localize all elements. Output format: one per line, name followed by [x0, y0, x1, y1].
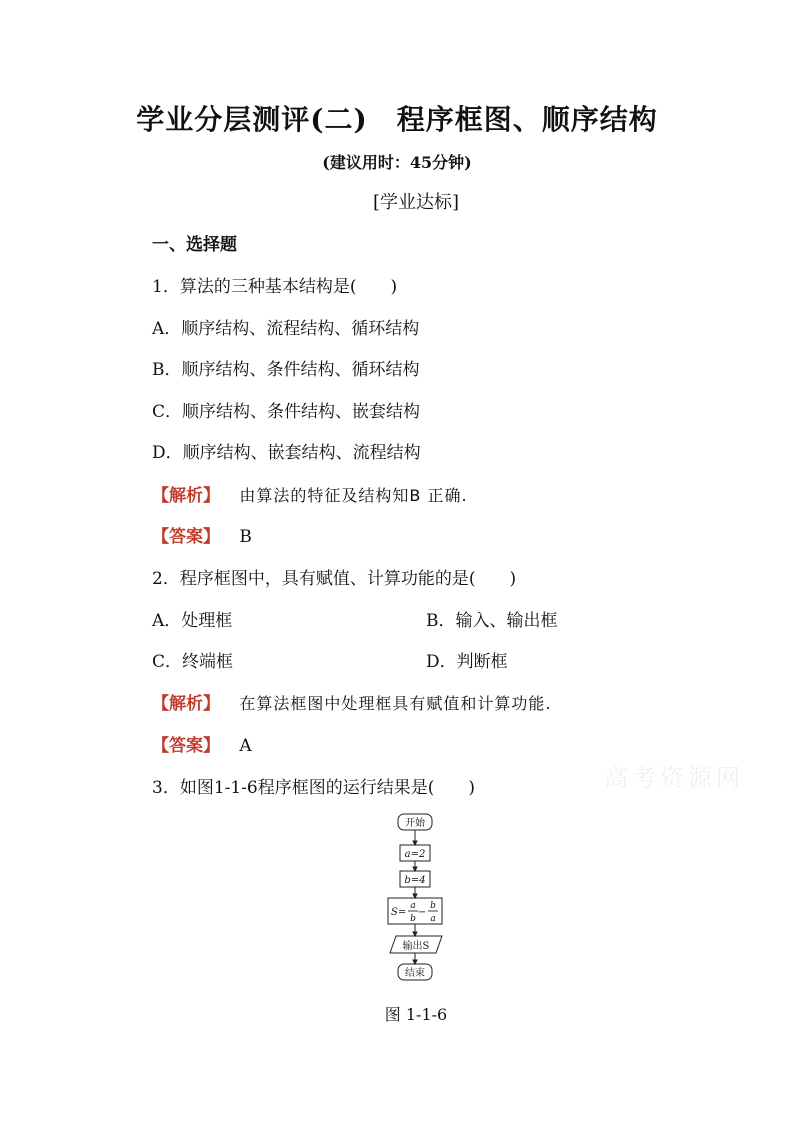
- page-title: 学业分层测评(二) 程序框图、顺序结构: [136, 103, 658, 136]
- suggested-time: (建议用时：45分钟): [322, 153, 472, 172]
- q3-stem: 3．如图1-1-6程序框图的运行结果是( ): [152, 778, 476, 798]
- flowchart-step1-label: a=2: [404, 849, 426, 860]
- analysis-text: 由算法的特征及结构知B 正确.: [239, 486, 468, 505]
- analysis-label: 【解析】: [152, 486, 220, 506]
- q2-option-b: B．输入、输出框: [426, 611, 558, 631]
- q1-analysis: [152, 481, 468, 506]
- answer-text: A: [239, 736, 252, 756]
- frac1-numerator: a: [410, 901, 416, 911]
- section-heading: 一、选择题: [152, 235, 237, 255]
- q1-option-a: A．顺序结构、流程结构、循环结构: [152, 319, 420, 339]
- q2-analysis: [152, 689, 552, 714]
- analysis-label: 【解析】: [152, 694, 220, 714]
- answer-label: 【答案】: [152, 527, 220, 547]
- q2-answer: [152, 731, 252, 756]
- figure-caption: 图 1-1-6: [384, 1005, 448, 1024]
- q2-option-a: A．处理框: [152, 611, 233, 631]
- analysis-text: 在算法框图中处理框具有赋值和计算功能.: [239, 694, 552, 713]
- flowchart-start-label: 开始: [405, 818, 425, 829]
- q1-option-b: B．顺序结构、条件结构、循环结构: [152, 360, 420, 380]
- flowchart-step2-label: b=4: [404, 875, 426, 886]
- section-tag: [学业达标]: [372, 192, 460, 213]
- q1-option-d: D．顺序结构、嵌套结构、流程结构: [152, 443, 421, 463]
- q2-option-c: C．终端框: [152, 652, 234, 672]
- flowchart-end-label: 结束: [405, 968, 425, 979]
- flowchart-step3-prefix: S=: [391, 907, 407, 918]
- q1-stem: 1．算法的三种基本结构是( ): [152, 277, 398, 297]
- q2-stem: 2．程序框图中，具有赋值、计算功能的是( ): [152, 569, 517, 589]
- watermark: 高考资源网: [604, 764, 744, 792]
- q1-answer: [152, 522, 252, 547]
- flowchart-minus: −: [417, 907, 427, 918]
- flowchart-output-label: 输出S: [402, 941, 430, 952]
- answer-label: 【答案】: [152, 736, 220, 756]
- q2-option-d: D．判断框: [426, 652, 508, 672]
- frac2-numerator: b: [430, 901, 436, 911]
- answer-text: B: [239, 527, 252, 547]
- flowchart: [376, 812, 456, 984]
- q1-option-c: C．顺序结构、条件结构、嵌套结构: [152, 402, 421, 422]
- frac2-denominator: a: [430, 914, 436, 924]
- frac1-denominator: b: [410, 914, 416, 924]
